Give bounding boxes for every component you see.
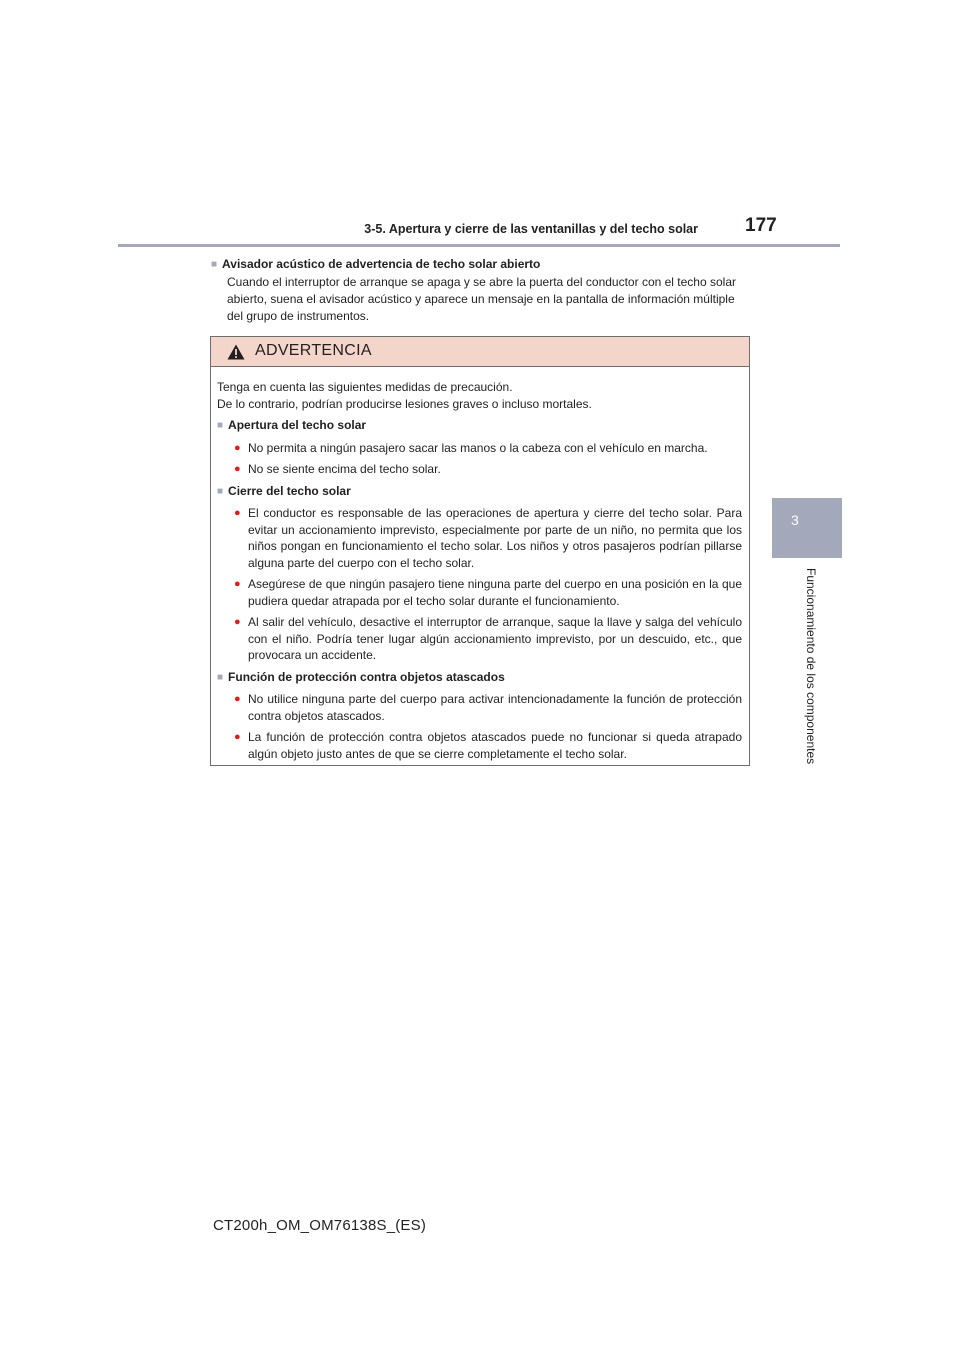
info-note	[211, 256, 751, 325]
note-heading-text: Avisador acústico de advertencia de techo solar abierto	[222, 257, 541, 271]
square-bullet-icon: ■	[217, 420, 224, 431]
warning-item-text: Asegúrese de que ningún pasajero tiene ninguna parte del cuerpo en una posición en la que pudiera quedar atrapada por el techo solar durante el funcionamiento.	[248, 577, 742, 608]
warning-list-item	[217, 614, 742, 664]
warning-section-heading	[217, 483, 742, 501]
square-bullet-icon: ■	[217, 485, 224, 497]
red-dot-bullet-icon: ●	[234, 507, 241, 519]
chapter-label: Funcionamiento de los componentes	[804, 568, 818, 765]
warning-title: ADVERTENCIA	[255, 342, 372, 359]
square-bullet-icon: ■	[217, 671, 224, 683]
red-dot-bullet-icon: ●	[234, 441, 241, 454]
warning-item-text: No utilice ninguna parte del cuerpo para activar intencionadamente la función de protección contra objetos atascados.	[248, 692, 742, 723]
warning-list-item	[217, 440, 742, 457]
red-dot-bullet-icon: ●	[234, 463, 241, 475]
warning-content	[211, 367, 749, 762]
warning-item-text: No se siente encima del techo solar.	[248, 462, 441, 476]
warning-intro-line: Tenga en cuenta las siguientes medidas de precaución.	[217, 380, 513, 394]
chapter-tab	[772, 498, 842, 558]
warning-list-item	[217, 461, 742, 478]
section-heading-text: Función de protección contra objetos atascados	[228, 669, 505, 684]
warning-section-heading	[217, 417, 742, 435]
header-divider	[118, 244, 840, 247]
warning-list-item	[217, 505, 742, 571]
warning-header	[211, 337, 749, 367]
chapter-number: 3	[791, 512, 799, 528]
page-number: 177	[745, 215, 777, 236]
warning-intro-line: De lo contrario, podrían producirse lesiones graves o incluso mortales.	[217, 396, 592, 411]
note-body: Cuando el interruptor de arranque se apaga y se abre la puerta del conductor con el techo solar abierto, suena el avisador acústico y aparece un mensaje en la pantalla de información múltiple del grupo de instrumentos.	[227, 275, 736, 323]
section-title: 3-5. Apertura y cierre de las ventanillas y del techo solar	[364, 222, 698, 236]
warning-item-text: Al salir del vehículo, desactive el interruptor de arranque, saque la llave y salga del vehículo con el niño. Podría tener lugar algún accionamiento imprevisto, por un descuido, etc., que provocara un accidente.	[248, 615, 742, 662]
warning-section-heading	[217, 669, 742, 687]
section-heading-text: Cierre del techo solar	[228, 483, 351, 498]
warning-triangle-icon	[227, 344, 245, 360]
warning-item-text: El conductor es responsable de las operaciones de apertura y cierre del techo solar. Para evitar un accionamiento imprevisto, especialmente por parte de un niño, no permita que los niños pongan en funcionamiento el techo solar. Los niños y otros pasajeros podrían pillarse alguna parte del cuerpo con el techo solar.	[248, 506, 742, 570]
section-heading-text: Apertura del techo solar	[228, 418, 367, 432]
square-bullet-icon: ■	[211, 259, 218, 270]
red-dot-bullet-icon: ●	[234, 731, 241, 743]
warning-box	[210, 336, 750, 766]
warning-list-item	[217, 729, 742, 762]
note-heading	[211, 256, 751, 273]
warning-item-text: La función de protección contra objetos atascados puede no funcionar si queda atrapado algún objeto justo antes de que se cierre completamente el techo solar.	[248, 730, 742, 761]
document-code: CT200h_OM_OM76138S_(ES)	[213, 1217, 427, 1234]
red-dot-bullet-icon: ●	[234, 616, 241, 628]
warning-item-text: No permita a ningún pasajero sacar las manos o la cabeza con el vehículo en marcha.	[248, 440, 708, 455]
warning-list-item	[217, 691, 742, 724]
red-dot-bullet-icon: ●	[234, 578, 241, 590]
warning-list-item	[217, 576, 742, 609]
red-dot-bullet-icon: ●	[234, 693, 241, 705]
warning-intro	[217, 379, 742, 412]
